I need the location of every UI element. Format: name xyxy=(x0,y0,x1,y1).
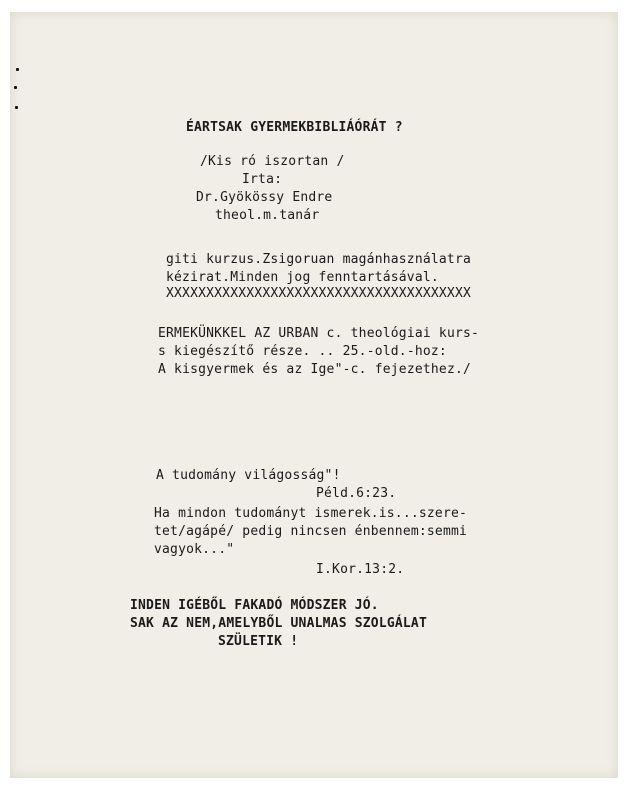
closing-line-2: SAK AZ NEM,AMELYBŐL UNALMAS SZOLGÁLAT xyxy=(130,616,427,631)
notice-line-1: giti kurzus.Zsigoruan magánhasználatra xyxy=(166,252,472,267)
author-name: Dr.Gyökössy Endre xyxy=(196,190,333,205)
document-subtitle: /Kis ró iszortan / xyxy=(200,154,345,169)
quote1-ref: Péld.6:23. xyxy=(316,486,397,501)
margin-mark xyxy=(15,106,18,109)
document-page xyxy=(10,12,618,778)
document-title: ÉARTSAK GYERMEKBIBLIÁÓRÁT ? xyxy=(186,120,403,135)
intro-line-1: ERMEKÜNKKEL AZ URBAN c. theológiai kurs- xyxy=(158,326,480,341)
closing-line-3: SZÜLETIK ! xyxy=(218,634,299,649)
author-position: theol.m.tanár xyxy=(215,208,320,223)
intro-line-3: A kisgyermek és az Ige"-c. fejezethez./ xyxy=(158,362,472,377)
margin-mark xyxy=(14,86,17,89)
quote2-ref: I.Kor.13:2. xyxy=(316,562,405,577)
author-label: Irta: xyxy=(242,172,283,187)
quote1-text: A tudomány világosság"! xyxy=(156,468,341,483)
closing-line-1: INDEN IGÉBŐL FAKADÓ MÓDSZER JÓ. xyxy=(130,598,379,613)
quote2-line-1: Ha mindon tudományt ismerek.is...szere- xyxy=(154,506,468,521)
quote2-line-2: tet/agápé/ pedig nincsen énbennem:semmi xyxy=(154,524,468,539)
notice-line-2: kézirat.Minden jog fenntartásával. xyxy=(166,270,439,285)
notice-rule: XXXXXXXXXXXXXXXXXXXXXXXXXXXXXXXXXXXXXX xyxy=(166,286,472,301)
margin-mark xyxy=(16,68,19,71)
quote2-line-3: vagyok..." xyxy=(154,542,235,557)
intro-line-2: s kiegészítő része. .. 25.-old.-hoz: xyxy=(158,344,447,359)
